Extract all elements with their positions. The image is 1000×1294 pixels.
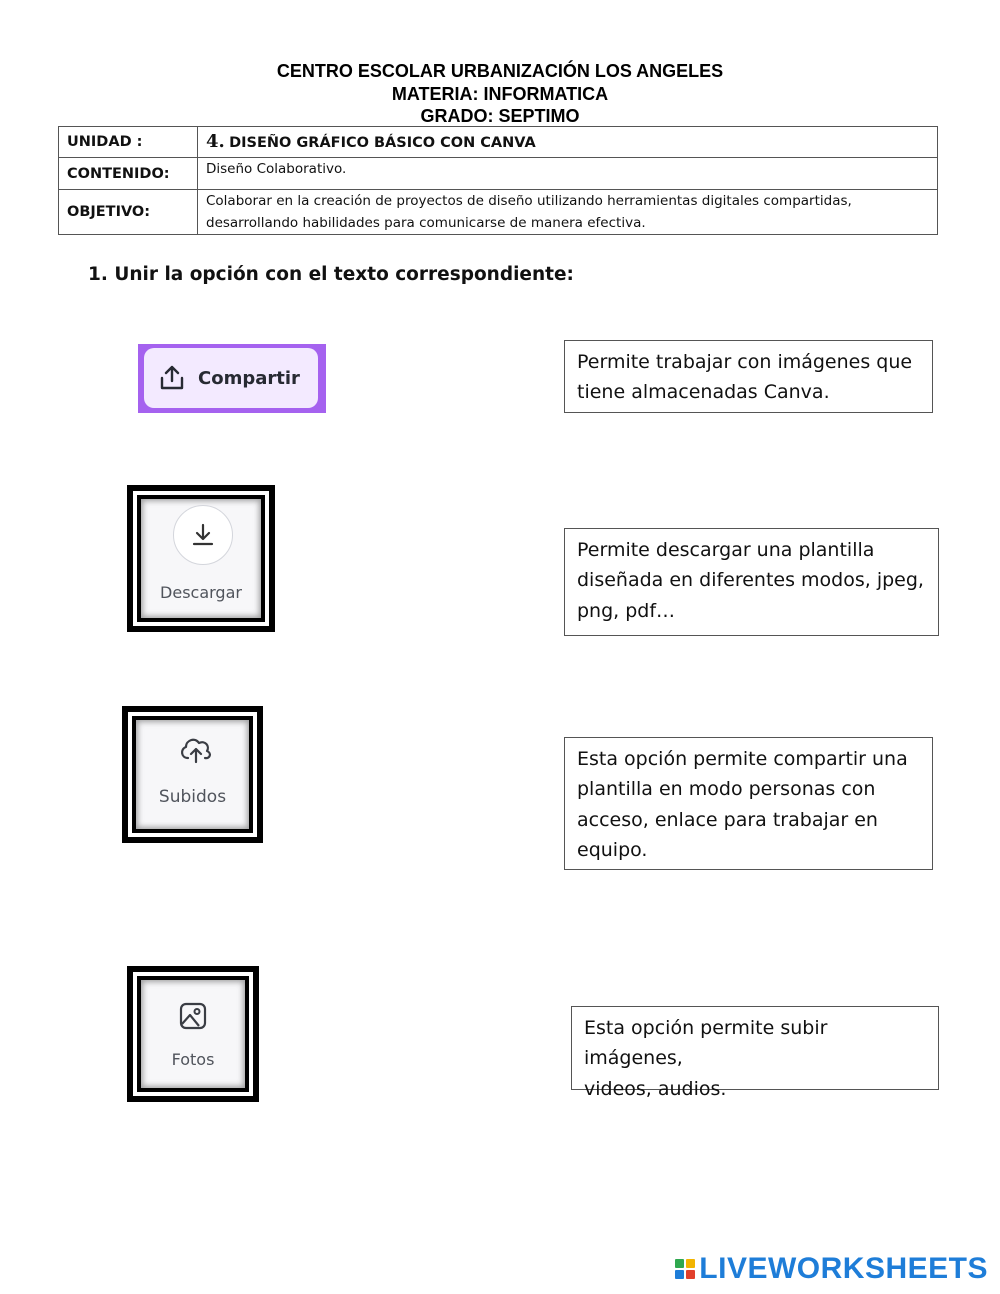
answer-line: png, pdf… — [577, 599, 676, 622]
unit-label: UNIDAD : — [59, 127, 198, 158]
uploads-button — [136, 720, 249, 829]
cloud-upload-icon — [176, 732, 216, 766]
share-label: Compartir — [198, 367, 300, 389]
answer-line: Permite trabajar con imágenes que — [577, 351, 913, 373]
download-icon — [189, 521, 217, 549]
answer-line: Esta opción permite compartir una — [577, 748, 908, 770]
image-icon — [177, 1000, 209, 1032]
objective-label: OBJETIVO: — [59, 190, 198, 235]
download-label: Descargar — [160, 583, 242, 602]
uploads-label: Subidos — [158, 787, 227, 807]
info-table — [58, 126, 938, 235]
answer-line: acceso, enlace para trabajar en — [577, 808, 878, 831]
logo-mark-icon — [675, 1259, 695, 1279]
objective-line: desarrollando habilidades para comunicarse de manera efectiva. — [206, 215, 646, 231]
content-label: CONTENIDO: — [59, 158, 198, 190]
answer-line: Esta opción permite subir imágenes, — [584, 1017, 828, 1070]
share-upload-icon — [158, 364, 186, 392]
answer-line: plantilla en modo personas con — [577, 778, 876, 801]
answer-line: videos, audios. — [584, 1077, 727, 1100]
grade-line: GRADO: SEPTIMO — [420, 106, 580, 126]
answer-box-3[interactable] — [564, 737, 933, 870]
answer-line: equipo. — [577, 838, 648, 861]
unit-value — [198, 127, 938, 158]
subject-line: MATERIA: INFORMATICA — [391, 83, 609, 104]
answer-box-1[interactable] — [564, 340, 933, 413]
download-button — [141, 499, 261, 618]
unit-title: DISEÑO GRÁFICO BÁSICO CON CANVA — [229, 134, 536, 151]
answer-box-4[interactable] — [571, 1006, 939, 1100]
unit-number: 4. — [206, 130, 225, 152]
photos-button — [141, 980, 245, 1088]
answer-line: tiene almacenadas Canva. — [577, 381, 830, 404]
photos-option-image[interactable] — [127, 966, 259, 1102]
share-button — [144, 348, 318, 408]
photos-label: Fotos — [171, 1050, 215, 1069]
question-title: 1. Unir la opción con el texto correspondiente: — [88, 264, 574, 285]
liveworksheets-logo — [675, 1252, 988, 1286]
content-value: Diseño Colaborativo. — [198, 158, 938, 190]
download-option-image[interactable] — [127, 485, 275, 632]
answer-line: diseñada en diferentes modos, jpeg, — [577, 569, 924, 592]
school-name: CENTRO ESCOLAR URBANIZACIÓN LOS ANGELES — [276, 61, 724, 81]
download-icon-circle — [173, 505, 233, 565]
brand-name: LIVEWORKSHEETS — [699, 1252, 988, 1285]
objective-value — [198, 190, 938, 235]
answer-line: Permite descargar una plantilla — [577, 539, 875, 561]
answer-box-2[interactable] — [564, 528, 939, 636]
objective-row — [59, 190, 938, 235]
objective-line: Colaborar en la creación de proyectos de diseño utilizando herramientas digitales compartidas, — [206, 193, 852, 209]
content-row — [59, 158, 938, 190]
uploads-option-image[interactable] — [122, 706, 263, 843]
document-header — [0, 60, 1000, 128]
unit-row — [59, 127, 938, 158]
share-option-image[interactable] — [138, 344, 326, 413]
